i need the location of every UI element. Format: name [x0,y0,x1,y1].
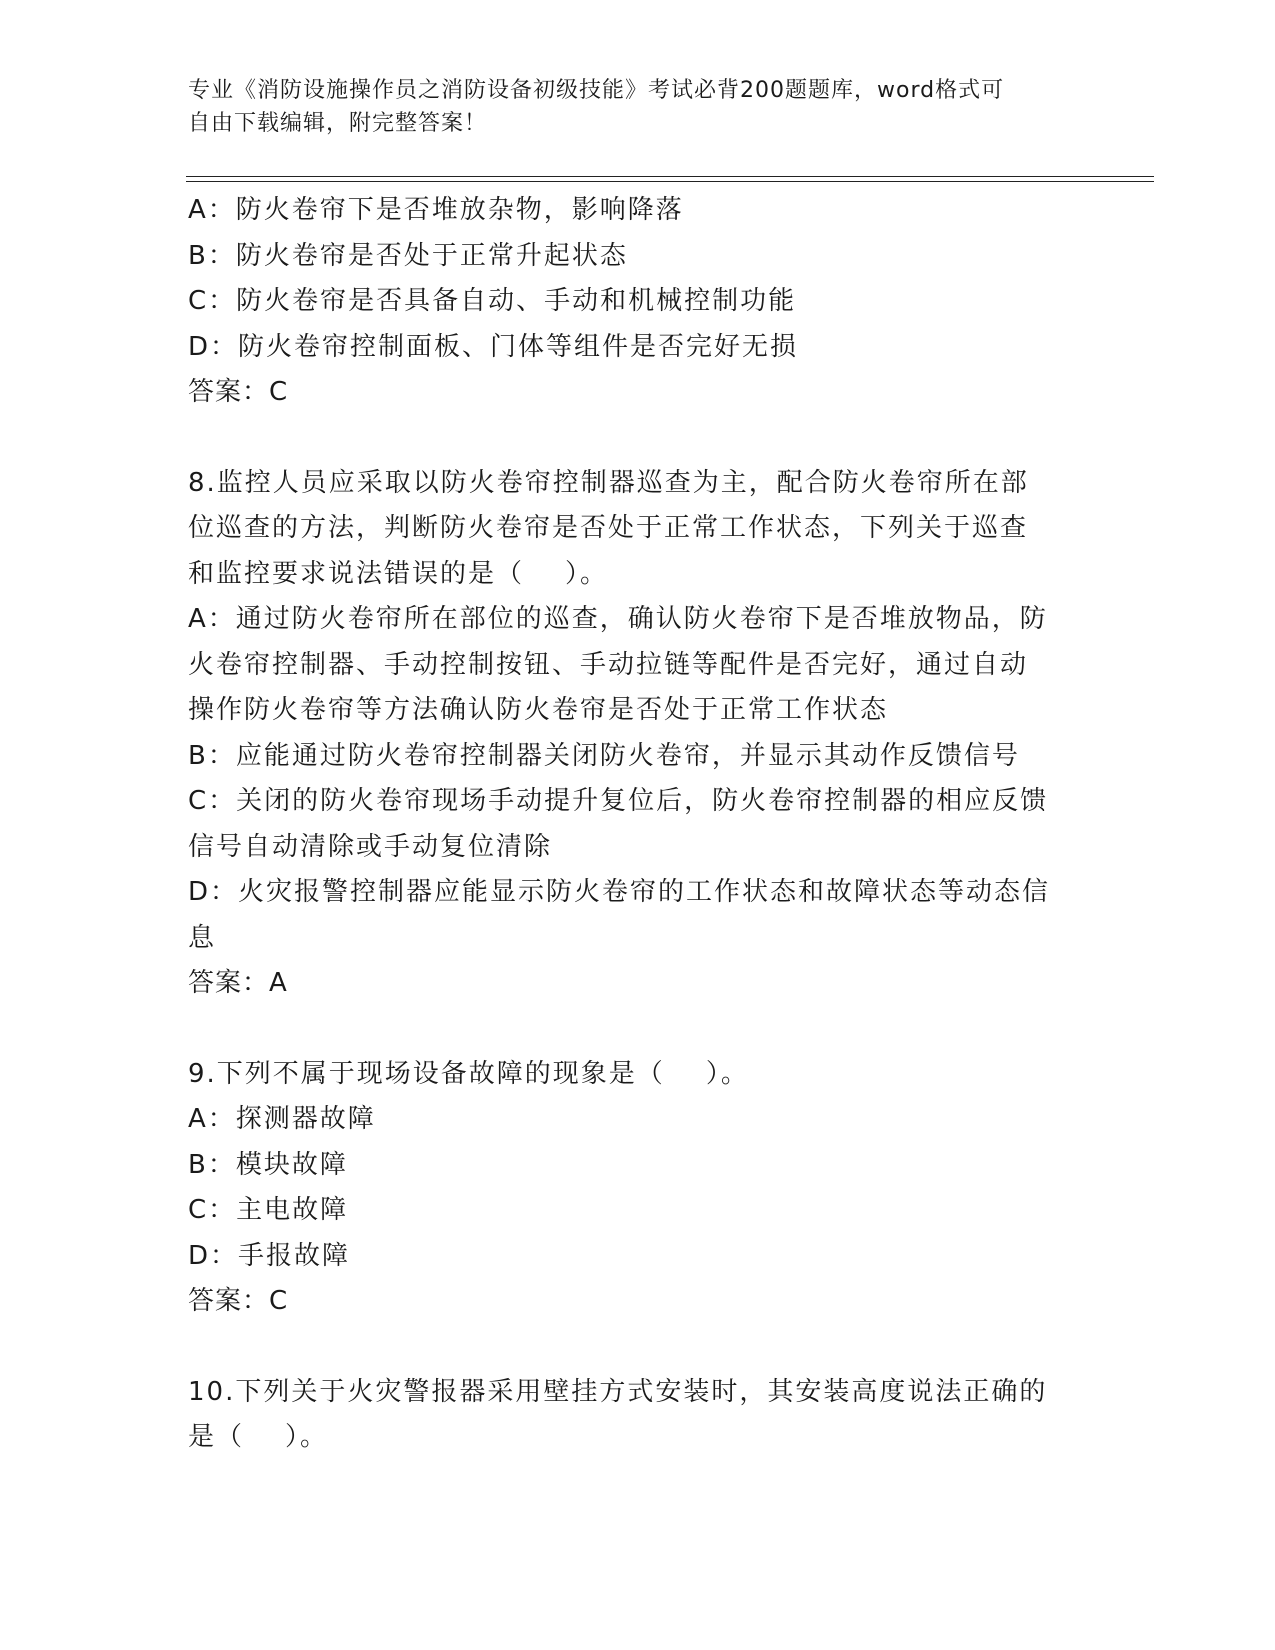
question-stem: 9.下列不属于现场设备故障的现象是（ ）。 [188,1058,749,1089]
question-stem-line: 位巡查的方法，判断防火卷帘是否处于正常工作状态，下列关于巡查 [188,513,1029,543]
option-d: D：手报故障 [188,1240,351,1271]
question-7 [188,188,1078,416]
question-stem-line: 10.下列关于火灾警报器采用壁挂方式安装时，其安装高度说法正确的 [188,1376,1048,1407]
header-line-1: 专业《消防设施操作员之消防设备初级技能》考试必背200题题库，word格式可 [188,78,1005,103]
option-b: B：模块故障 [188,1149,348,1180]
option-a-continued: 操作防火卷帘等方法确认防火卷帘是否处于正常工作状态 [188,695,889,725]
answer: 答案：C [188,1286,289,1316]
option-a: A：防火卷帘下是否堆放杂物，影响降落 [188,195,684,225]
option-c-continued: 信号自动清除或手动复位清除 [188,831,553,862]
header-divider-bottom [186,181,1154,182]
question-8 [188,461,1078,1007]
spacer [188,1007,1078,1052]
question-stem-line: 8.监控人员应采取以防火卷帘控制器巡查为主，配合防火卷帘所在部 [188,467,1029,498]
header-line-2: 自由下载编辑，附完整答案！ [188,111,488,136]
question-stem-line: 是（ ）。 [188,1422,329,1452]
option-c: C：主电故障 [188,1195,349,1225]
spacer [188,1325,1078,1370]
option-a: A：通过防火卷帘所在部位的巡查，确认防火卷帘下是否堆放物品，防 [188,604,1048,634]
spacer [188,416,1078,461]
option-d: D：火灾报警控制器应能显示防火卷帘的工作状态和故障状态等动态信 [188,877,1051,907]
header-divider-top [186,176,1154,177]
document-header [188,74,1068,140]
question-list [188,188,1078,1461]
question-9 [188,1052,1078,1325]
question-stem-line: 和监控要求说法错误的是（ ）。 [188,558,609,589]
option-d-continued: 息 [188,922,217,953]
option-a: A：探测器故障 [188,1104,376,1134]
option-a-continued: 火卷帘控制器、手动控制按钮、手动拉链等配件是否完好，通过自动 [188,649,1029,680]
option-c: C：防火卷帘是否具备自动、手动和机械控制功能 [188,286,797,316]
option-c: C：关闭的防火卷帘现场手动提升复位后，防火卷帘控制器的相应反馈 [188,786,1049,816]
answer: 答案：C [188,377,289,407]
option-b: B：防火卷帘是否处于正常升起状态 [188,240,628,271]
answer: 答案：A [188,968,288,998]
option-d: D：防火卷帘控制面板、门体等组件是否完好无损 [188,331,799,362]
option-b: B：应能通过防火卷帘控制器关闭防火卷帘，并显示其动作反馈信号 [188,740,1020,771]
question-10 [188,1370,1078,1461]
